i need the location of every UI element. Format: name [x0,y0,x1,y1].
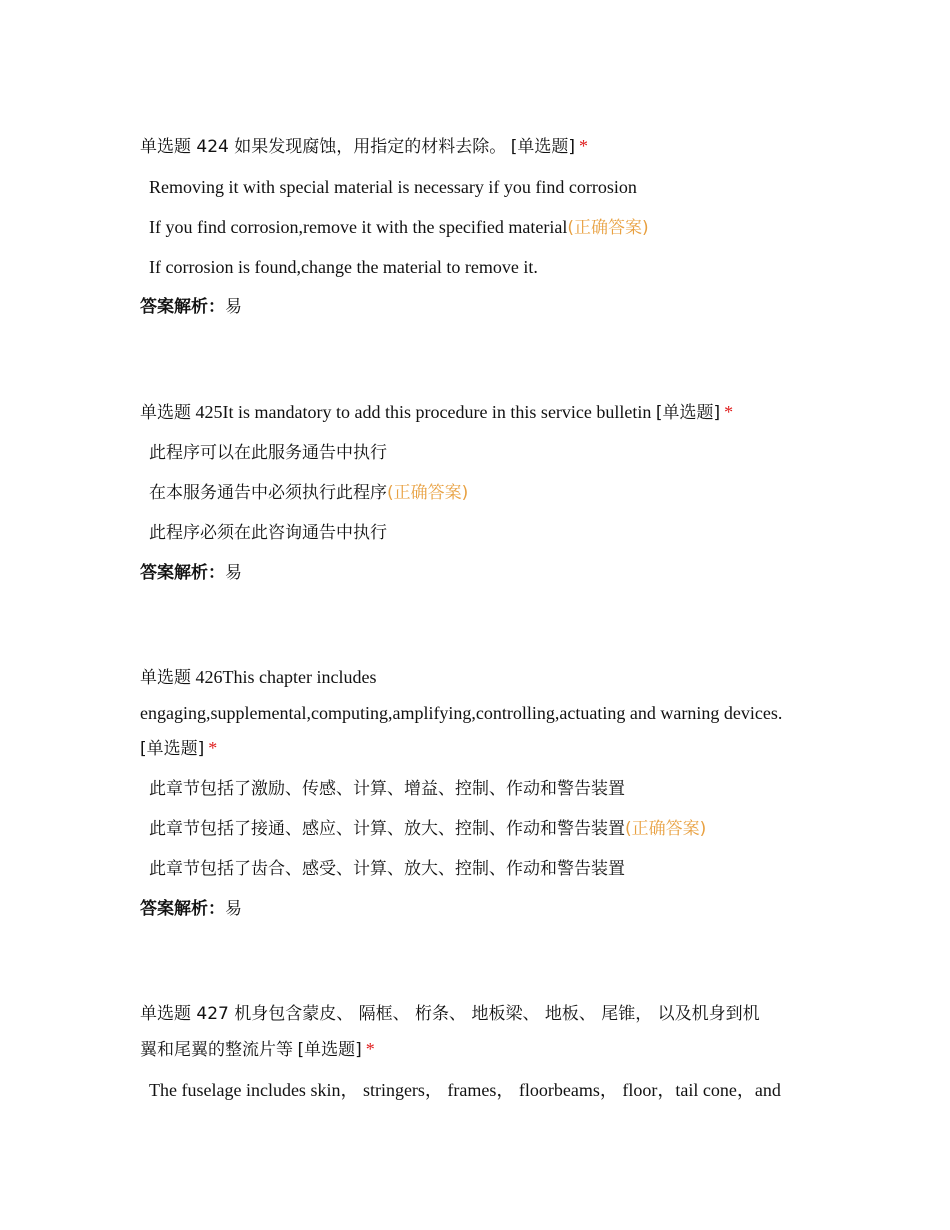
question-425 [140,395,808,593]
required-mark: * [579,136,589,156]
analysis-value: 易 [225,563,242,583]
option-c[interactable] [149,247,808,287]
option-text: 此章节包括了齿合、感受、计算、放大、控制、作动和警告装置 [149,859,625,879]
answer-analysis [140,287,808,327]
analysis-label: 答案解析： [140,563,225,583]
question-title [140,996,808,1068]
question-text-line2: engaging,supplemental,computing,amplifying,controlling,actuating and warning devices. [140,703,783,723]
question-prefix: 单选题 [140,403,191,423]
question-type-tag: [单选题] [655,403,721,423]
option-a[interactable] [149,433,808,473]
answer-analysis [140,553,808,593]
option-text: Removing it with special material is necessary if you find corrosion [149,177,637,197]
correct-answer-tag: (正确答案) [387,483,469,503]
answer-analysis [140,889,808,929]
required-mark: * [208,738,218,758]
option-text: 此程序必须在此咨询通告中执行 [149,523,387,543]
option-c[interactable] [149,513,808,553]
correct-answer-tag: (正确答案) [625,819,707,839]
option-text: The fuselage includes skin， stringers， frames， floorbeams， floor，tail cone，and [149,1080,781,1100]
correct-answer-tag: (正确答案) [567,218,649,238]
question-426 [140,660,808,929]
analysis-label: 答案解析： [140,899,225,919]
question-427 [140,996,808,1110]
option-text: 在本服务通告中必须执行此程序 [149,483,387,503]
option-text: If corrosion is found,change the material to remove it. [149,257,538,277]
question-prefix: 单选题 [140,668,191,688]
question-424 [140,129,808,327]
question-text-line1: 426This chapter includes [191,667,377,687]
required-mark: * [724,402,734,422]
option-text: 此章节包括了激励、传感、计算、增益、控制、作动和警告装置 [149,779,625,799]
question-text: 单选题 424 如果发现腐蚀，用指定的材料去除。 [140,137,507,157]
question-type-tag: [单选题] [510,137,576,157]
option-b[interactable] [149,473,808,513]
option-a[interactable] [149,167,808,207]
question-title [140,129,808,165]
option-text: 此章节包括了接通、感应、计算、放大、控制、作动和警告装置 [149,819,625,839]
option-b[interactable] [149,207,808,247]
question-title [140,395,808,431]
option-text: If you find corrosion,remove it with the specified material [149,217,568,237]
option-a[interactable] [149,1070,808,1110]
option-text: 此程序可以在此服务通告中执行 [149,443,387,463]
analysis-value: 易 [225,297,242,317]
option-a[interactable] [149,769,808,809]
question-type-tag: [单选题] [140,739,205,759]
analysis-label: 答案解析： [140,297,225,317]
question-title [140,660,808,767]
required-mark: * [365,1039,375,1059]
question-text-line2: 翼和尾翼的整流片等 [140,1040,293,1060]
question-text: 425It is mandatory to add this procedure in this service bulletin [191,402,656,422]
option-b[interactable] [149,809,808,849]
option-c[interactable] [149,849,808,889]
question-type-tag: [单选题] [297,1040,362,1060]
question-text-line1: 单选题 427 机身包含蒙皮、 隔框、 桁条、 地板梁、 地板、 尾锥， 以及机身到机 [140,1004,760,1024]
analysis-value: 易 [225,899,242,919]
